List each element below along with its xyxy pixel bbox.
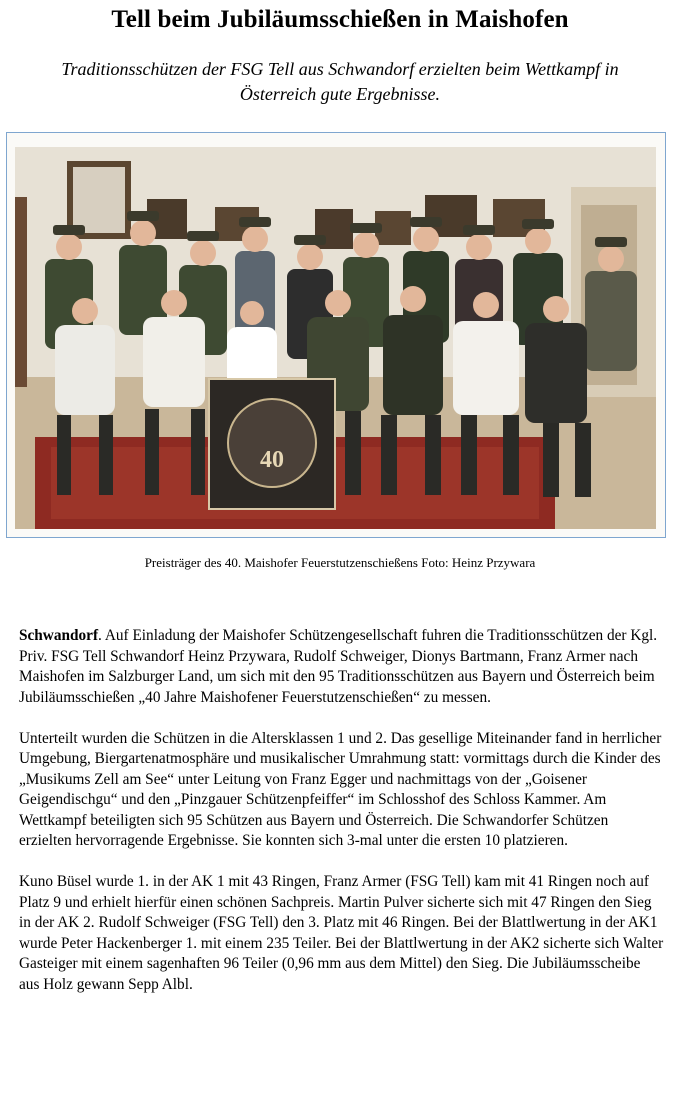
- article-subtitle: Traditionsschützen der FSG Tell aus Schwandorf erzielten beim Wettkampf in Österreich gute Ergebnisse.: [61, 59, 619, 104]
- paragraph-2: Unterteilt wurden die Schützen in die Altersklassen 1 und 2. Das gesellige Miteinander fand in herrlicher Umgebung, Biergartenatmosphäre und musikalischer Umrahmung statt: vormittags durch die Kinder des „Musikums Zell am See“ unter Leitung von Franz Egger und nachmittags von der „Goisener Geigendischgu“ und den „Pinzgauer Schützenpfeiffer“ im Schlosshof des Schloss Kammer. Am Wettkampf beteiligten sich 95 Schützen aus Bayern und Österreich. Die Schwandorfer Schützen erzielten hervorragende Ergebnisse. Sie konnten sich 3-mal unter die ersten 10 platzieren.: [19, 729, 662, 849]
- photo-caption: Preisträger des 40. Maishofer Feuerstutzenschießens Foto: Heinz Przywara: [144, 555, 536, 570]
- group-photo-frame: [6, 132, 666, 538]
- dateline: Schwandorf: [19, 627, 99, 644]
- paragraph-1-text: . Auf Einladung der Maishofer Schützengesellschaft fuhren die Traditionsschützen der Kgl. Priv. FSG Tell Schwandorf Heinz Przywara, Rudolf Schweiger, Dionys Bartmann, Franz Armer nach Maishofen im Salzburger Land, um sich mit den 95 Traditionsschützen aus Bayern und Österreich beim Jubiläumsschießen „40 Jahre Maishofener Feuerstutzenschießen“ zu messen.: [19, 627, 658, 706]
- paragraph-1: [19, 626, 664, 708]
- article-body: [19, 626, 664, 1016]
- article-headline: Tell beim Jubiläumsschießen in Maishofen: [111, 6, 569, 33]
- board-jubilee-number: 40: [260, 447, 284, 473]
- paragraph-3: Kuno Büsel wurde 1. in der AK 1 mit 43 Ringen, Franz Armer (FSG Tell) kam mit 41 Ringen noch auf Platz 9 und erhielt hierfür einen schönen Sachpreis. Martin Pulver sicherte sich mit 47 Ringen den Sieg in der AK 2. Rudolf Schweiger (FSG Tell) den 3. Platz mit 46 Ringen. Bei der Blattlwertung in der AK1 wurde Peter Hackenberger 1. mit einem 235 Teiler. Bei der Blattlwertung in der AK2 sicherte sich Walter Gasteiger mit einem sagenhaften 96 Teiler (0,96 mm aus dem Mittel) den Sieg. Die Jubiläumsscheibe aus Holz gewann Sepp Albl.: [19, 873, 664, 993]
- group-photo: [15, 147, 656, 529]
- group-photo-illustration: [15, 147, 656, 529]
